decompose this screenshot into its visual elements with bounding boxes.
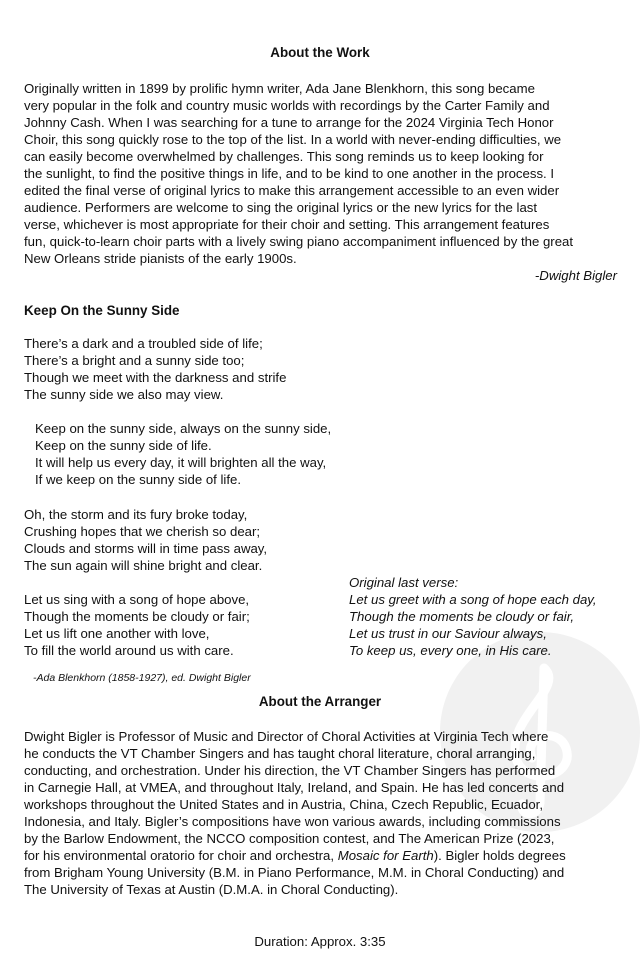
arranger-line: Dwight Bigler is Professor of Music and Director of Choral Activities at Virginia Tech where	[24, 729, 549, 744]
about-work-heading: About the Work	[270, 45, 370, 60]
arranger-line: he conducts the VT Chamber Singers and has taught choral literature, choral arranging,	[24, 746, 536, 761]
original-verse-label: Original last verse:	[349, 575, 459, 590]
about-work-paragraph	[24, 80, 624, 267]
lyric-line: Clouds and storms will in time pass away,	[24, 541, 268, 556]
about-arranger-paragraph	[24, 728, 624, 898]
lyric-line: Oh, the storm and its fury broke today,	[24, 507, 248, 522]
lyric-line: There’s a bright and a sunny side too;	[24, 353, 245, 368]
lyric-line: There’s a dark and a troubled side of life;	[24, 336, 263, 351]
arranger-line: in Carnegie Hall, at VMEA, and throughout Italy, Ireland, and Spain. He has led concerts and	[24, 780, 565, 795]
about-work-line: audience. Performers are welcome to sing the original lyrics or the new lyrics for the last	[24, 200, 538, 215]
lyric-line: Crushing hopes that we cherish so dear;	[24, 524, 261, 539]
original-last-verse	[349, 574, 597, 659]
arranger-line-text: ). Bigler holds degrees	[433, 848, 566, 863]
oratorio-title: Mosaic for Earth	[337, 848, 434, 863]
about-work-line: fun, quick-to-learn choir parts with a lively swing piano accompaniment influenced by the great	[24, 234, 574, 249]
chorus	[35, 420, 331, 488]
arranger-line	[24, 847, 624, 864]
verse-2	[24, 506, 267, 574]
about-work-signature: -Dwight Bigler	[534, 268, 617, 283]
about-work-line: verse, whichever is most appropriate for their choir and setting. This arrangement features	[24, 217, 550, 232]
lyrics-credit: -Ada Blenkhorn (1858-1927), ed. Dwight Bigler	[33, 672, 251, 684]
arranger-line: Indonesia, and Italy. Bigler’s compositions have won various awards, including commissions	[24, 814, 561, 829]
about-work-line: Originally written in 1899 by prolific hymn writer, Ada Jane Blenkhorn, this song became	[24, 81, 535, 96]
lyric-line: Let us trust in our Saviour always,	[349, 626, 547, 641]
lyric-line: Though the moments be cloudy or fair;	[24, 609, 250, 624]
about-work-line: very popular in the folk and country music worlds with recordings by the Carter Family and	[24, 98, 550, 113]
lyric-line: Let us lift one another with love,	[24, 626, 210, 641]
arranger-line: workshops throughout the United States and in Austria, China, Czech Republic, Ecuador,	[24, 797, 544, 812]
about-work-line: Johnny Cash. When I was searching for a tune to arrange for the 2024 Virginia Tech Honor	[24, 115, 554, 130]
arranger-line: The University of Texas at Austin (D.M.A. in Choral Conducting).	[24, 882, 399, 897]
duration: Duration: Approx. 3:35	[254, 934, 386, 949]
about-arranger-heading: About the Arranger	[258, 694, 382, 709]
lyric-line: Let us greet with a song of hope each day,	[349, 592, 597, 607]
arranger-line: conducting, and orchestration. Under his direction, the VT Chamber Singers has performed	[24, 763, 556, 778]
lyric-line: It will help us every day, it will brighten all the way,	[35, 455, 327, 470]
lyric-line: The sunny side we also may view.	[24, 387, 224, 402]
lyric-line: Let us sing with a song of hope above,	[24, 592, 250, 607]
arranger-line-text: for his environmental oratorio for choir and orchestra,	[24, 848, 338, 863]
verse-1	[24, 335, 286, 403]
about-work-line: the sunlight, to find the positive things in life, and to be kind to one another in the process. I	[24, 166, 555, 181]
lyrics-title: Keep On the Sunny Side	[24, 303, 180, 318]
lyric-line: If we keep on the sunny side of life.	[35, 472, 241, 487]
arranger-line: from Brigham Young University (B.M. in Piano Performance, M.M. in Choral Conducting) and	[24, 865, 565, 880]
lyric-line: Though we meet with the darkness and strife	[24, 370, 287, 385]
about-work-line: edited the final verse of original lyrics to make this arrangement accessible to an even wider	[24, 183, 560, 198]
lyric-line: The sun again will shine bright and clear.	[24, 558, 263, 573]
arranger-line: by the Barlow Endowment, the NCCO composition contest, and The American Prize (2023,	[24, 831, 555, 846]
lyric-line: Keep on the sunny side of life.	[35, 438, 212, 453]
lyric-line: To keep us, every one, in His care.	[349, 643, 552, 658]
lyric-line: To fill the world around us with care.	[24, 643, 234, 658]
about-work-line: New Orleans stride pianists of the early 1900s.	[24, 251, 297, 266]
about-work-line: Choir, this song quickly rose to the top of the list. In a world with never-ending difficulties, we	[24, 132, 562, 147]
about-work-line: can easily become overwhelmed by challenges. This song reminds us to keep looking for	[24, 149, 544, 164]
lyric-line: Though the moments be cloudy or fair,	[349, 609, 575, 624]
verse-3	[24, 591, 250, 659]
lyric-line: Keep on the sunny side, always on the sunny side,	[35, 421, 332, 436]
